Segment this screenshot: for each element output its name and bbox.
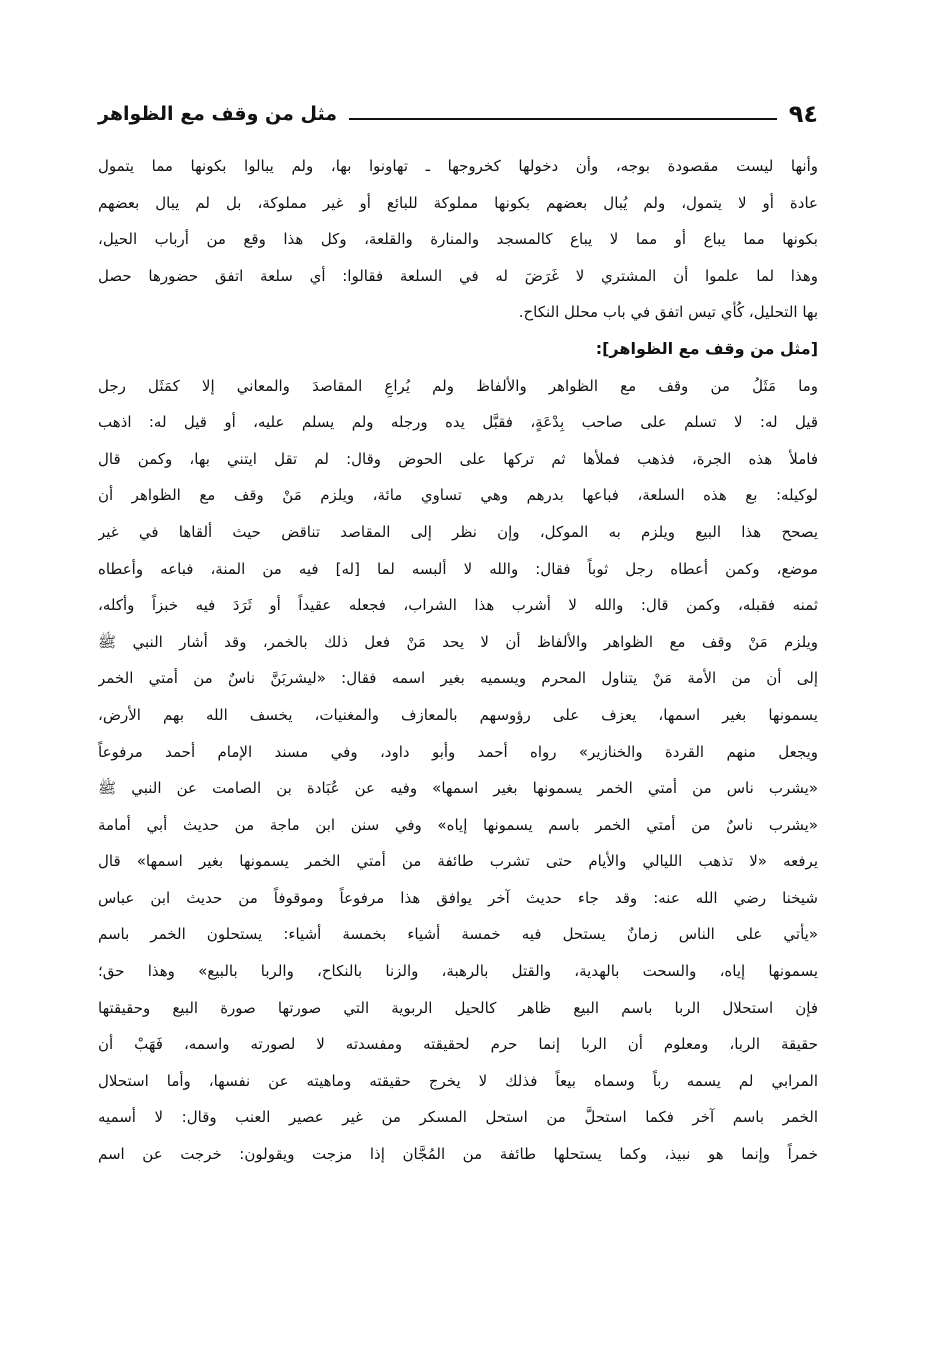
text-line: «يشرب ناسٌ من أمتي الخمر باسم يسمونها إياه» وفي سنن ابن ماجة من حديث أبي أمامة [98,815,818,834]
running-head-title: مثل من وقف مع الظواهر [98,103,337,125]
text-line: عادة أو لا يتمول، ولم يُبال بعضهم بكونها مملوكة للبائع أو غير مملوكة، بل لم يبال بعضهم [98,193,818,212]
section-heading: [مثل من وقف مع الظواهر]: [595,338,818,358]
text-line: ويجعل منهم القردة والخنازير» رواه أحمد وأبو داود، وفي مسند الإمام أحمد مرفوعاً [98,742,818,761]
header-rule [349,118,777,120]
text-line: شيخنا رضي الله عنه: وقد جاء حديث آخر يوافق هذا مرفوعاً وموقوفاً من حديث ابن عباس [98,888,818,907]
text-line: «يشرب ناس من أمتي الخمر يسمونها بغير اسمها» وفيه عن عُبَادة بن الصامت عن النبي ﷺ [98,779,818,798]
text-line: «يأتي على الناس زمانٌ يستحل فيه خمسة أشياء بخمسة أشياء: يستحلون الخمر باسم [98,925,818,944]
text-line: خمراً وإنما هو نبيذ، وكما يستحلها طائفة من المُجَّان إذا مزجت ويقولون: خرجت عن اسم [98,1145,818,1164]
text-line: وهذا لما علموا أن المشتري لا غَرَضَ له في السلعة فقالوا: أي سلعة اتفق حضورها حصل [98,266,818,285]
text-line: قيل له: لا تسلم على صاحب بِدْعَةٍ، فقبَّل يده ورجله ولم يسلم عليه، أو قيل له: اذهب [98,413,818,432]
text-line: المرابي لم يسمه رباً وسماه بيعاً فذلك لا يخرج حقيقته وماهيته عن نفسها، وأما استحلال [98,1071,818,1090]
text-line: إلى أن من الأمة مَنْ يتناول المحرم ويسميه بغير اسمه فقال: «ليشربَنَّ ناسٌ من أمتي الخمر [98,669,818,688]
text-line: فاملأ هذه الجرة، فذهب فملأها ثم تركها على الحوض وقال: لم تقل ايتني بها، وكمن قال [98,449,818,468]
text-line: حقيقة الربا، ومعلوم أن الربا إنما حرم لحقيقته ومفسدته لا لصورته واسمه، فَهَبْ أن [98,1035,818,1054]
text-line: بكونها مما يباع أو مما لا يباع كالمسجد والمنارة والقلعة، وكل هذا وقع من أرباب الحيل، [98,230,818,249]
text-line: يسمونها إياه، والسحت بالهدية، والقتل بالرهبة، والزنا بالنكاح، والربا بالبيع» وهذا حق؛ [98,962,818,981]
text-line: موضع، وكمن أعطاه رجل ثوباً فقال: والله لا ألبسه لما [له] فيه من المنة، فباعه وأعطاه [98,559,818,578]
running-head [98,96,818,132]
text-line: بها التحليل، كُأي تيس اتفق في باب محلل النكاح. [518,303,818,322]
text-line: الخمر باسم آخر فكما استحلَّ من استحل المسكر من غير عصير العنب وقال: لا أسميه [98,1108,818,1127]
text-line: ثمنه فقبله، وكمن قال: والله لا أشرب هذا الشراب، فجعله عقيداً أو ثَرَدَ فيه خبزاً وأكله، [98,596,818,615]
text-line: وأنها ليست مقصودة بوجه، وأن دخولها كخروجها ـ تهاونوا بها، ولم يبالوا بكونها مما يتمول [98,157,818,175]
text-line: فإن استحلال الربا باسم البيع ظاهر كالحيل الربوية التي صورتها صورة البيع وحقيقتها [98,998,818,1017]
text-line: يرفعه «لا تذهب الليالي والأيام حتى تشرب طائفة من أمتي الخمر يسمونها بغير اسمها» قال [98,852,818,871]
page-number: ٩٤ [788,100,818,128]
text-line: وما مَثَلُ من وقف مع الظواهر والألفاظ ولم يُراعِ المقاصدَ والمعاني إلا كمَثَل رجل [98,376,818,395]
body-text [98,148,818,1173]
text-line: ويلزم مَنْ وقف مع الظواهر والألفاظ أن لا يحد مَنْ فعل ذلك بالخمر، وقد أشار النبي ﷺ [98,632,818,651]
text-line: يصحح هذا البيع ويلزم به الموكل، وإن نظر إلى المقاصد تناقض حيث ألقاها في غير [98,522,818,541]
text-line: يسمونها بغير اسمها، يعزف على رؤوسهم بالمعازف والمغنيات، يخسف الله بهم الأرض، [98,705,818,724]
text-line: لوكيله: بع هذه السلعة، فباعها بدرهم وهي تساوي مائة، ويلزم مَنْ وقف مع الظواهر أن [98,486,818,505]
